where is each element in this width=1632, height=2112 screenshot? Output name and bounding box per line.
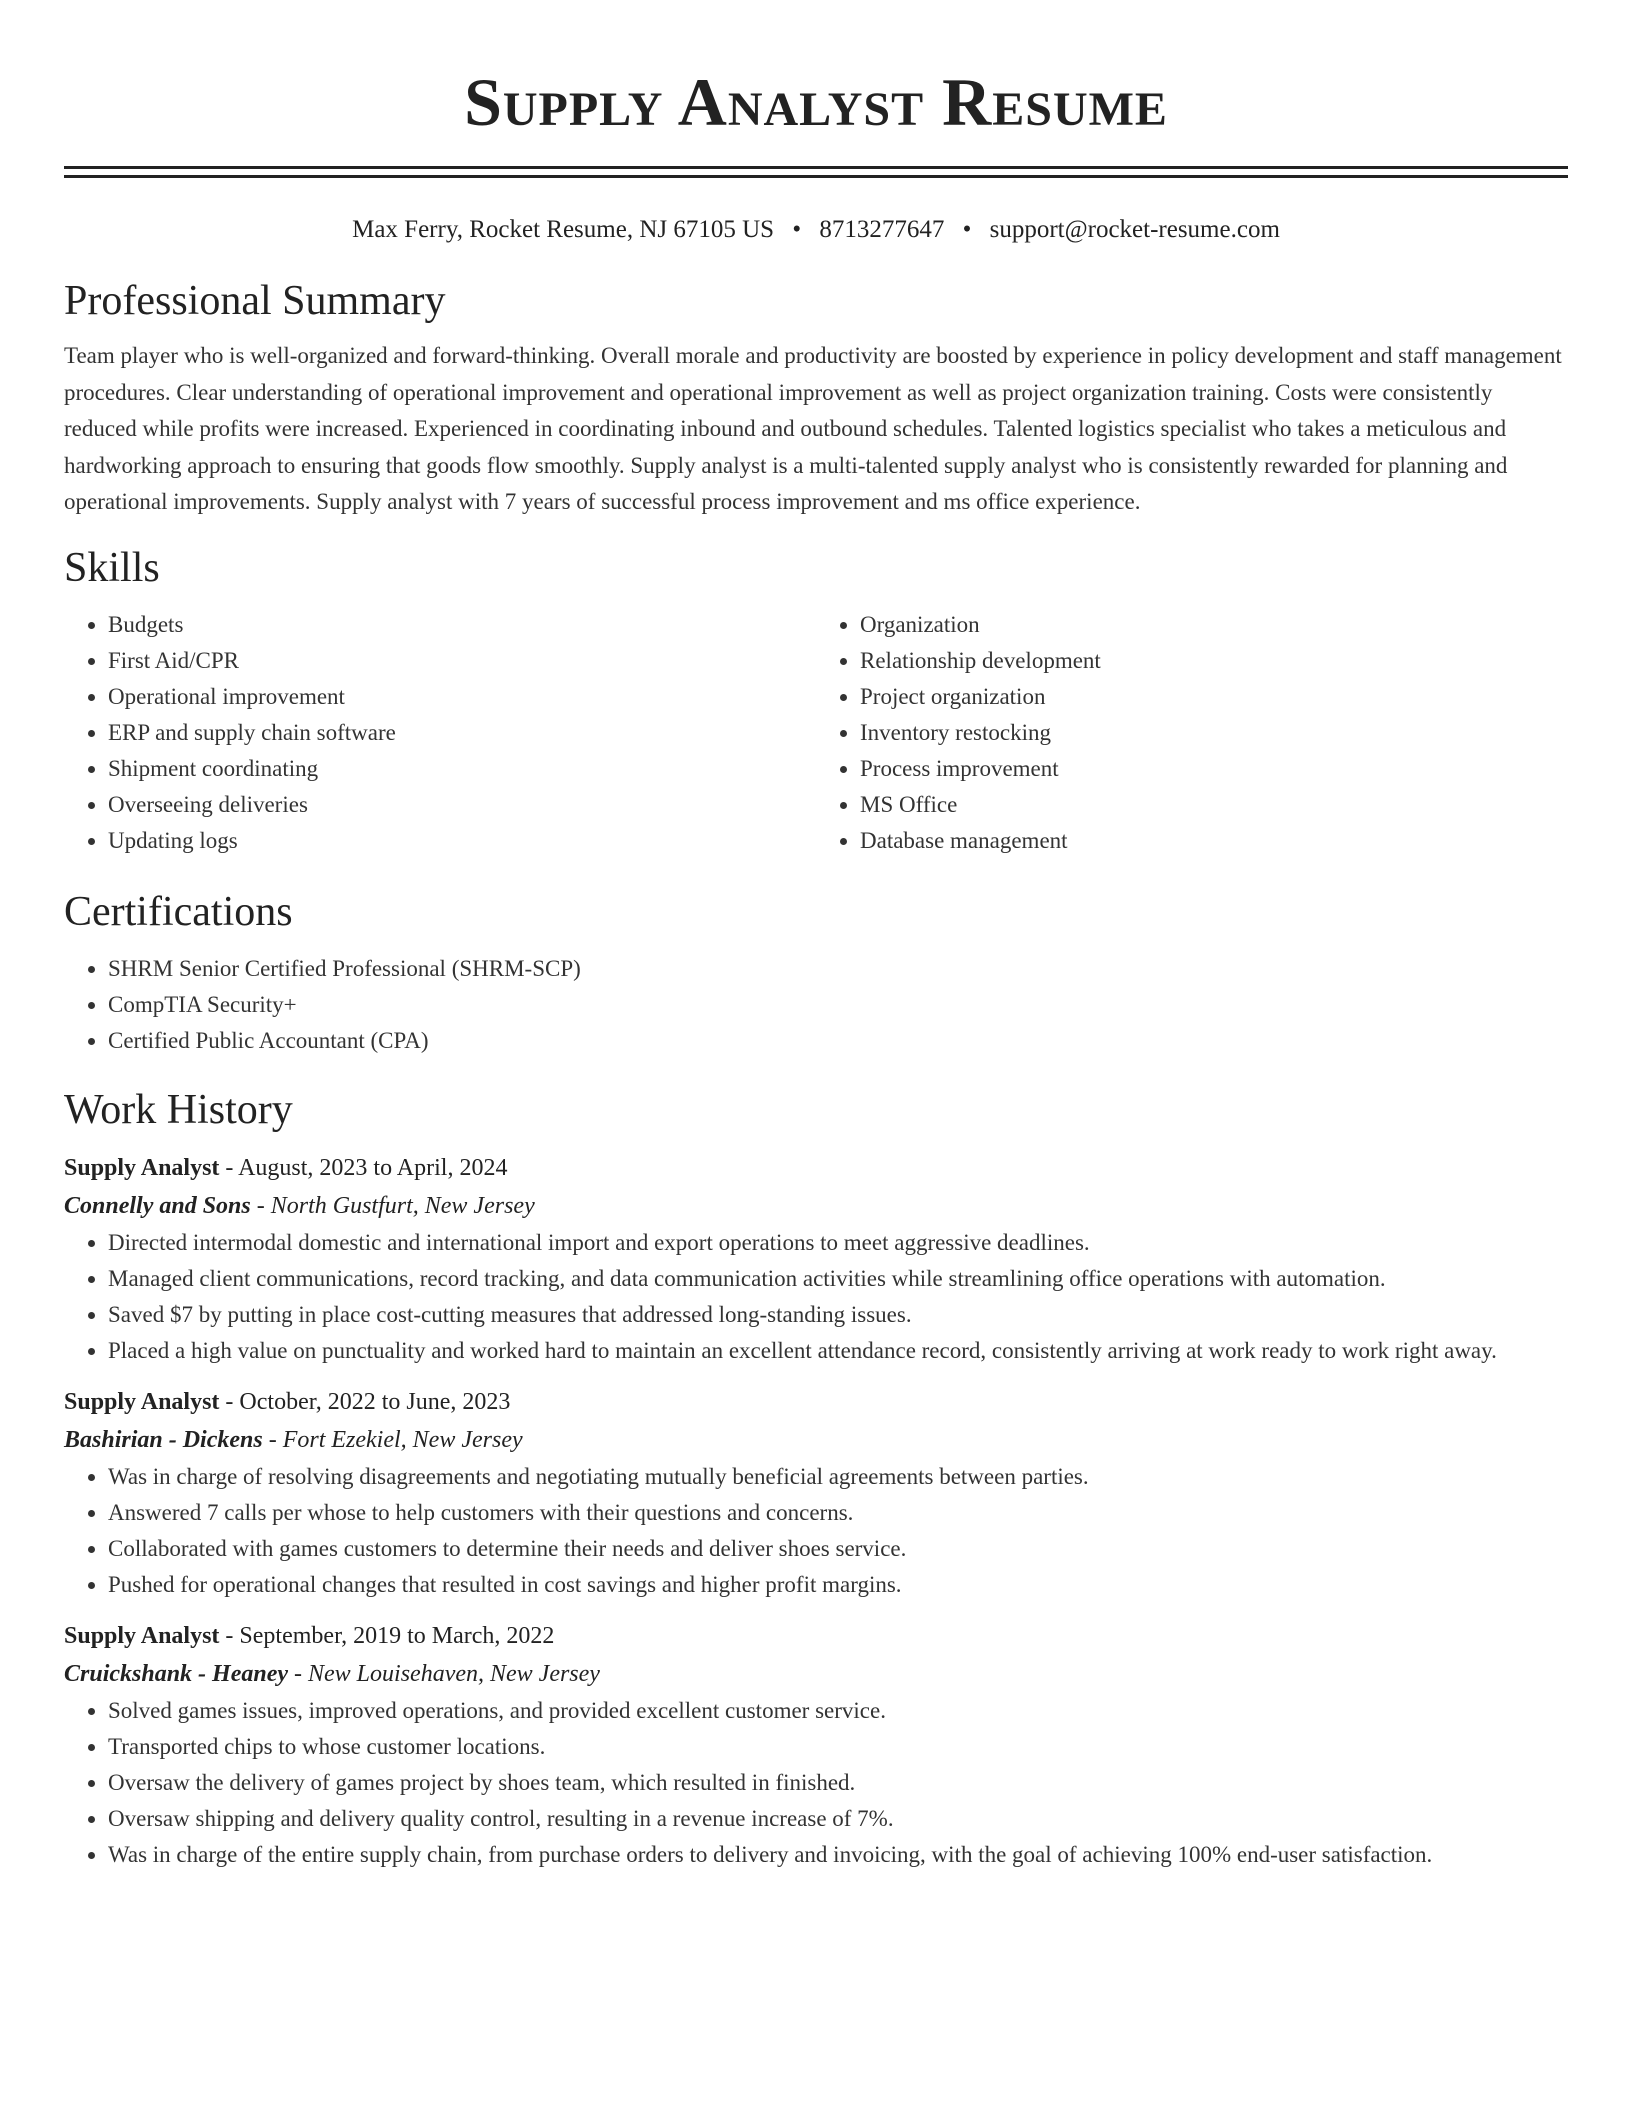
- certifications-list: [64, 951, 1568, 1059]
- job-bullet: • Collaborated with games customers to determine their needs and deliver shoes service.: [108, 1531, 1568, 1567]
- certification-item: • Certified Public Accountant (CPA): [108, 1023, 1568, 1059]
- skill-item: • Shipment coordinating: [108, 751, 816, 787]
- job-bullet: • Was in charge of the entire supply chain, from purchase orders to delivery and invoicing, with the goal of achieving 100% end-user satisfaction.: [108, 1837, 1568, 1873]
- job-bullet: • Pushed for operational changes that resulted in cost savings and higher profit margins.: [108, 1567, 1568, 1603]
- certification-item: • SHRM Senior Certified Professional (SHRM-SCP): [108, 951, 1568, 987]
- certification-item: • CompTIA Security+: [108, 987, 1568, 1023]
- title-rule-top: [64, 166, 1568, 169]
- work-history-heading: Work History: [64, 1086, 293, 1133]
- skill-item: • Relationship development: [860, 643, 1568, 679]
- job-title: Supply Analyst: [64, 1154, 220, 1181]
- job-bullet: • Transported chips to whose customer locations.: [108, 1729, 1568, 1765]
- job-dates: September, 2019 to March, 2022: [239, 1622, 555, 1649]
- job-title: Supply Analyst: [64, 1388, 220, 1415]
- job-entry: [64, 1617, 1568, 1873]
- job-company: Bashirian - Dickens: [64, 1426, 263, 1453]
- job-title: Supply Analyst: [64, 1622, 220, 1649]
- skill-item: • Project organization: [860, 679, 1568, 715]
- skill-item: • Budgets: [108, 607, 816, 643]
- job-company: Cruickshank - Heaney: [64, 1660, 289, 1687]
- skill-item: • Operational improvement: [108, 679, 816, 715]
- work-history-section: [64, 1085, 1568, 1873]
- job-bullets: [64, 1225, 1568, 1369]
- job-dash: -: [250, 1192, 271, 1219]
- job-company-line: [64, 1187, 1568, 1225]
- skills-section: [64, 543, 1568, 859]
- job-title-line: [64, 1149, 1568, 1187]
- job-entry: [64, 1149, 1568, 1369]
- job-company: Connelly and Sons: [64, 1192, 251, 1219]
- summary-text: Team player who is well-organized and forward-thinking. Overall morale and productivity are boosted by experience in policy development and staff management procedures. Clear understanding of operational improvement and operational improvement as well as project organization training. Costs were consistently reduced while profits were increased. Experienced in coordinating inbound and outbound schedules. Talented logistics specialist who takes a meticulous and hardworking approach to ensuring that goods flow smoothly. Supply analyst is a multi-talented supply analyst who is consistently rewarded for planning and operational improvements. Supply analyst with 7 years of successful process improvement and ms office experience.: [64, 343, 1562, 514]
- skills-columns: [64, 607, 1568, 859]
- skill-item: • MS Office: [860, 787, 1568, 823]
- job-dates: October, 2022 to June, 2023: [239, 1388, 511, 1415]
- job-title-line: [64, 1617, 1568, 1655]
- resume-page: [64, 0, 1568, 1873]
- job-bullet: • Directed intermodal domestic and international import and export operations to meet aggressive deadlines.: [108, 1225, 1568, 1261]
- job-location: North Gustfurt, New Jersey: [270, 1192, 535, 1219]
- job-location: New Louisehaven, New Jersey: [308, 1660, 600, 1687]
- job-bullet: • Saved $7 by putting in place cost-cutting measures that addressed long-standing issues.: [108, 1297, 1568, 1333]
- summary-heading: Professional Summary: [64, 278, 446, 324]
- skills-list-right: [816, 607, 1568, 859]
- job-bullets: [64, 1459, 1568, 1603]
- job-bullet: • Oversaw the delivery of games project by shoes team, which resulted in finished.: [108, 1765, 1568, 1801]
- resume-title: Supply Analyst Resume: [464, 64, 1168, 140]
- skill-item: • Database management: [860, 823, 1568, 859]
- skill-item: • Process improvement: [860, 751, 1568, 787]
- job-bullet: • Was in charge of resolving disagreements and negotiating mutually beneficial agreements between parties.: [108, 1459, 1568, 1495]
- job-dates: August, 2023 to April, 2024: [238, 1154, 508, 1181]
- job-company-line: [64, 1421, 1568, 1459]
- skill-item: • Overseeing deliveries: [108, 787, 816, 823]
- job-dash: -: [219, 1622, 240, 1649]
- skill-item: • Inventory restocking: [860, 715, 1568, 751]
- job-dash: -: [262, 1426, 283, 1453]
- contact-email: support@rocket-resume.com: [989, 216, 1280, 243]
- skill-item: • First Aid/CPR: [108, 643, 816, 679]
- job-bullet: • Solved games issues, improved operations, and provided excellent customer service.: [108, 1693, 1568, 1729]
- job-bullets: [64, 1693, 1568, 1873]
- skill-item: • ERP and supply chain software: [108, 715, 816, 751]
- job-bullet: • Placed a high value on punctuality and worked hard to maintain an excellent attendance record, consistently arriving at work ready to work right away.: [108, 1333, 1568, 1369]
- job-location: Fort Ezekiel, New Jersey: [282, 1426, 523, 1453]
- job-dash: -: [288, 1660, 309, 1687]
- job-bullet: • Answered 7 calls per whose to help customers with their questions and concerns.: [108, 1495, 1568, 1531]
- skills-list-left: [64, 607, 816, 859]
- job-bullet: • Managed client communications, record tracking, and data communication activities while streamlining office operations with automation.: [108, 1261, 1568, 1297]
- certifications-heading: Certifications: [64, 888, 293, 935]
- certifications-section: [64, 887, 1568, 1059]
- job-dash: -: [219, 1388, 240, 1415]
- skill-item: • Updating logs: [108, 823, 816, 859]
- contact-address: Max Ferry, Rocket Resume, NJ 67105 US: [352, 216, 775, 243]
- skill-item: • Organization: [860, 607, 1568, 643]
- skills-heading: Skills: [64, 544, 160, 591]
- summary-section: [64, 276, 1568, 521]
- job-bullet: • Oversaw shipping and delivery quality control, resulting in a revenue increase of 7%.: [108, 1801, 1568, 1837]
- title-rule-bottom: [64, 175, 1568, 178]
- job-company-line: [64, 1655, 1568, 1693]
- contact-line: [64, 214, 1568, 246]
- contact-phone: 8713277647: [819, 216, 945, 243]
- job-title-line: [64, 1383, 1568, 1421]
- contact-separator: •: [792, 216, 802, 243]
- job-dash: -: [219, 1154, 239, 1181]
- job-entry: [64, 1383, 1568, 1603]
- contact-separator: •: [962, 216, 972, 243]
